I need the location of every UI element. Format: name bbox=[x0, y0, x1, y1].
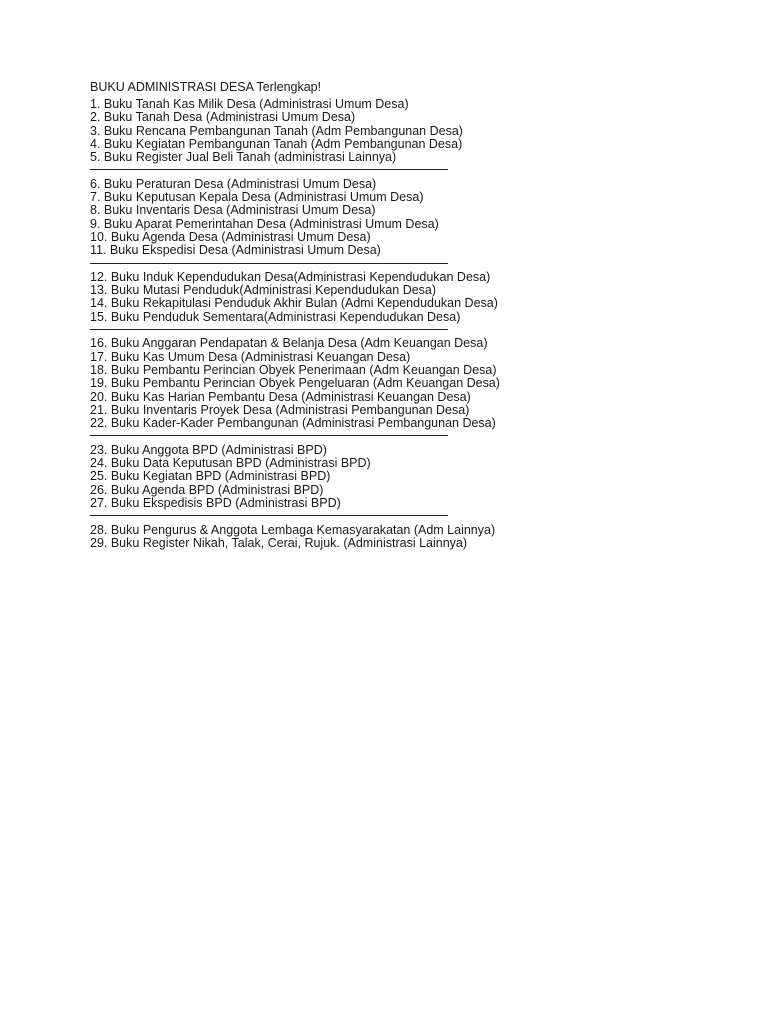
section-divider bbox=[90, 324, 730, 337]
list-item: 20. Buku Kas Harian Pembantu Desa (Administrasi Keuangan Desa) bbox=[90, 389, 471, 404]
list-item: 13. Buku Mutasi Penduduk(Administrasi Kependudukan Desa) bbox=[90, 283, 437, 298]
list-item: 17. Buku Kas Umum Desa (Administrasi Keuangan Desa) bbox=[90, 349, 411, 364]
list-item: 29. Buku Register Nikah, Talak, Cerai, Rujuk. (Administrasi Lainnya) bbox=[90, 535, 468, 550]
list-item: 4. Buku Kegiatan Pembangunan Tanah (Adm Pembangunan Desa) bbox=[90, 136, 463, 151]
section-divider bbox=[90, 164, 730, 177]
list-item: 5. Buku Register Jual Beli Tanah (administrasi Lainnya) bbox=[90, 150, 397, 165]
list-item: 19. Buku Pembantu Perincian Obyek Pengeluaran (Adm Keuangan Desa) bbox=[90, 376, 500, 391]
list-item: 27. Buku Ekspedisis BPD (Administrasi BPD) bbox=[90, 495, 341, 510]
section-divider bbox=[90, 430, 730, 443]
list-item: 25. Buku Kegiatan BPD (Administrasi BPD) bbox=[90, 469, 331, 484]
list-item: 7. Buku Keputusan Kepala Desa (Administrasi Umum Desa) bbox=[90, 190, 424, 205]
section-keuangan bbox=[90, 337, 730, 430]
list-item: 8. Buku Inventaris Desa (Administrasi Umum Desa) bbox=[90, 203, 376, 218]
document-page bbox=[90, 80, 730, 550]
document-title: BUKU ADMINISTRASI DESA Terlengkap! bbox=[90, 80, 322, 94]
list-item: 26. Buku Agenda BPD (Administrasi BPD) bbox=[90, 482, 324, 497]
list-item: 1. Buku Tanah Kas Milik Desa (Administrasi Umum Desa) bbox=[90, 97, 409, 111]
list-item: 28. Buku Pengurus & Anggota Lembaga Kemasyarakatan (Adm Lainnya) bbox=[90, 522, 496, 537]
list-item: 10. Buku Agenda Desa (Administrasi Umum Desa) bbox=[90, 229, 371, 244]
section-bpd bbox=[90, 444, 730, 510]
list-item: 3. Buku Rencana Pembangunan Tanah (Adm Pembangunan Desa) bbox=[90, 123, 463, 138]
list-item: 22. Buku Kader-Kader Pembangunan (Administrasi Pembangunan Desa) bbox=[90, 416, 496, 431]
section-lainnya bbox=[90, 524, 730, 551]
section-divider bbox=[90, 510, 730, 523]
list-item: 12. Buku Induk Kependudukan Desa(Administrasi Kependudukan Desa) bbox=[90, 269, 491, 284]
list-item: 14. Buku Rekapitulasi Penduduk Akhir Bulan (Admi Kependudukan Desa) bbox=[90, 296, 498, 311]
list-item: 15. Buku Penduduk Sementara(Administrasi Kependudukan Desa) bbox=[90, 309, 461, 324]
section-kependudukan bbox=[90, 271, 730, 324]
list-item: 16. Buku Anggaran Pendapatan & Belanja Desa (Adm Keuangan Desa) bbox=[90, 336, 488, 351]
section-umum bbox=[90, 178, 730, 258]
list-item: 6. Buku Peraturan Desa (Administrasi Umum Desa) bbox=[90, 176, 377, 191]
list-item: 23. Buku Anggota BPD (Administrasi BPD) bbox=[90, 442, 327, 457]
list-item: 18. Buku Pembantu Perincian Obyek Penerimaan (Adm Keuangan Desa) bbox=[90, 362, 497, 377]
list-item: 9. Buku Aparat Pemerintahan Desa (Administrasi Umum Desa) bbox=[90, 216, 439, 231]
list-item: 2. Buku Tanah Desa (Administrasi Umum Desa) bbox=[90, 110, 356, 125]
section-tanah bbox=[90, 98, 730, 164]
section-divider bbox=[90, 258, 730, 271]
list-item: 21. Buku Inventaris Proyek Desa (Administrasi Pembangunan Desa) bbox=[90, 402, 470, 417]
list-item: 11. Buku Ekspedisi Desa (Administrasi Umum Desa) bbox=[90, 243, 381, 258]
list-item: 24. Buku Data Keputusan BPD (Administrasi BPD) bbox=[90, 456, 371, 471]
